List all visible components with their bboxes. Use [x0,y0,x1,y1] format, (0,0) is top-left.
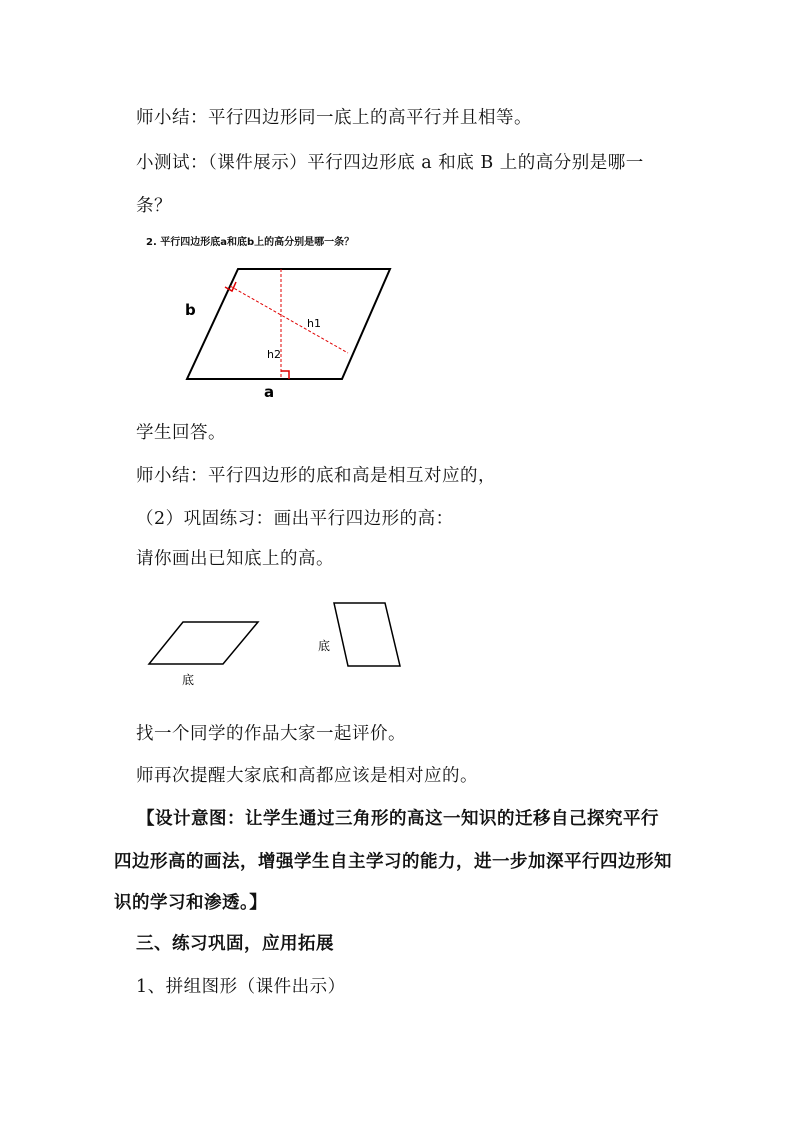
parallelogram-heights-figure [170,255,410,405]
figure1-caption: 2. 平行四边形底a和底b上的高分别是哪一条？ [146,237,355,248]
design-intent-line-3: 识的学习和渗透。】 [114,893,268,913]
height-h1-line [230,286,348,353]
label-h2: h2 [267,348,281,361]
practice-instruction: 请你画出已知底上的高。 [136,549,334,569]
practice-parallelograms-figure [140,595,410,695]
design-intent-line-2: 四边形高的画法，增强学生自主学习的能力，进一步加深平行四边形知 [114,852,672,872]
right-angle-mark-h2 [281,371,289,379]
peer-review: 找一个同学的作品大家一起评价。 [136,724,406,744]
right-parallelogram [334,603,400,666]
quiz-line-1: 小测试：（课件展示）平行四边形底 a 和底 B 上的高分别是哪一 [136,153,644,173]
students-answer: 学生回答。 [136,423,226,443]
right-base-label: 底 [318,639,331,653]
design-intent-line-1: 【设计意图：让学生通过三角形的高这一知识的迁移自己探究平行 [137,809,659,829]
section-three-heading: 三、练习巩固，应用拓展 [136,934,334,954]
label-b: b [185,301,196,319]
quiz-line-2: 条？ [136,196,172,216]
left-base-label: 底 [182,673,195,687]
teacher-summary-2: 师小结：平行四边形的底和高是相互对应的， [136,466,496,486]
teacher-summary-1: 师小结：平行四边形同一底上的高平行并且相等。 [136,108,532,128]
teacher-reminder: 师再次提醒大家底和高都应该是相对应的。 [136,766,478,786]
label-a: a [264,383,275,401]
parallelogram-shape [187,269,390,379]
left-parallelogram [149,622,258,664]
item-one: 1、拼组图形（课件出示） [136,977,346,997]
practice-heading: （2）巩固练习：画出平行四边形的高： [136,509,454,529]
label-h1: h1 [307,317,321,330]
